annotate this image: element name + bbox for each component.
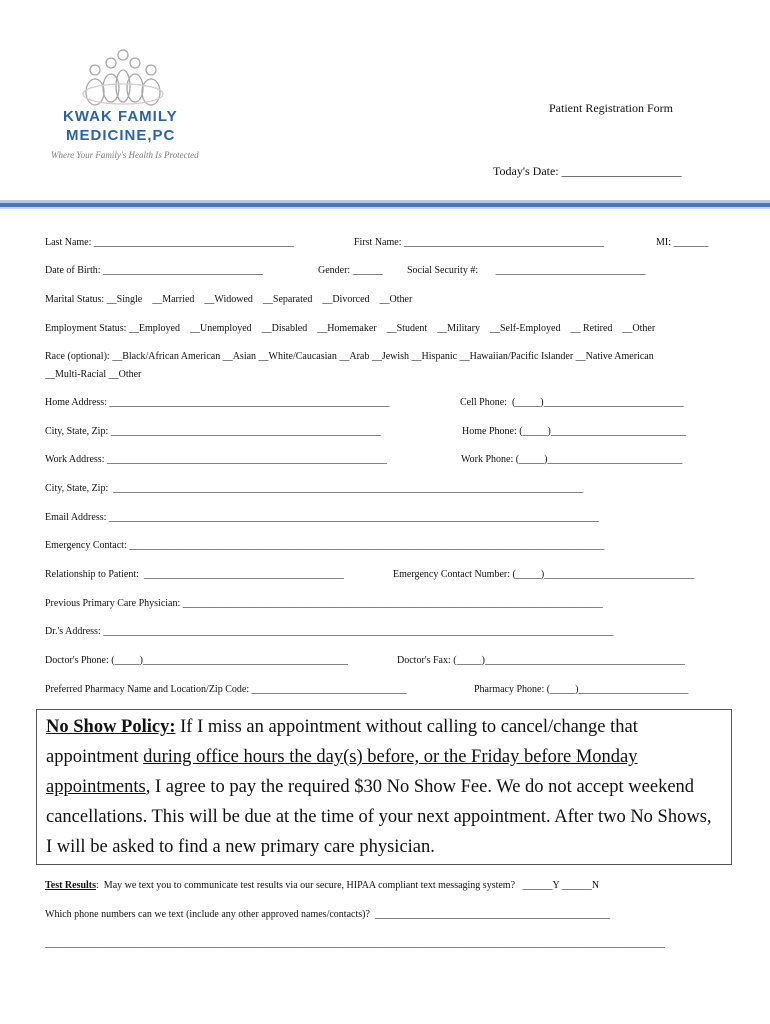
cell-phone-field[interactable]: Cell Phone: (_____)____________________________ [460,397,684,408]
policy-line-4: cancellations. This will be due at the time of your next appointment. After two No Shows, [46,807,712,827]
doctor-fax-field[interactable]: Doctor's Fax: (_____)________________________________________ [397,655,685,666]
policy-text-3a: appointments [46,777,146,797]
policy-line-3 [46,777,694,798]
first-name-field[interactable]: First Name: ________________________________________ [354,237,604,248]
gender-field[interactable]: Gender: ______ [318,265,383,276]
email-field[interactable]: Email Address: __________________________________________________________________________________________________ [45,512,599,523]
previous-physician-field[interactable]: Previous Primary Care Physician: ____________________________________________________________________________________ [45,598,603,609]
home-address-field[interactable]: Home Address: ________________________________________________________ [45,397,390,408]
header-divider-lower [0,207,770,209]
test-results-text: : May we text you to communicate test results via our secure, HIPAA compliant text messaging system? ______Y ______N [96,880,600,891]
form-title: Patient Registration Form [549,101,673,115]
policy-text-1: If I miss an appointment without calling to cancel/change that [175,717,638,737]
work-city-state-zip-field[interactable]: City, State, Zip: ______________________________________________________________________________________________ [45,483,584,494]
policy-line-2 [46,747,638,768]
logo-name-line1: KWAK FAMILY [63,108,178,125]
relationship-field[interactable]: Relationship to Patient: ________________________________________ [45,569,344,580]
test-results-label: Test Results [45,880,97,891]
city-state-zip-field[interactable]: City, State, Zip: ______________________________________________________ [45,426,381,437]
pharmacy-field[interactable]: Preferred Pharmacy Name and Location/Zip Code: _______________________________ [45,684,407,695]
no-show-policy-box [36,709,732,865]
dob-field[interactable]: Date of Birth: ________________________________ [45,265,264,276]
todays-date-field[interactable]: Today's Date: ____________________ [493,164,682,178]
emergency-number-field[interactable]: Emergency Contact Number: (_____)______________________________ [393,569,695,580]
doctor-address-field[interactable]: Dr.'s Address: ______________________________________________________________________________________________________ [45,626,614,637]
work-address-field[interactable]: Work Address: ________________________________________________________ [45,454,387,465]
policy-text-3b: , I agree to pay the required $30 No Show Fee. We do not accept weekend [145,777,695,797]
home-phone-field[interactable]: Home Phone: (_____)___________________________ [462,426,686,437]
emergency-contact-field[interactable]: Emergency Contact: _______________________________________________________________________________________________ [45,540,605,551]
policy-line-1 [46,717,638,738]
work-phone-field[interactable]: Work Phone: (_____)___________________________ [461,454,683,465]
test-results-question[interactable] [45,880,599,891]
mi-field[interactable]: MI: _______ [656,237,709,248]
race-options-line2[interactable]: __Multi-Racial __Other [45,369,142,380]
employment-status-options[interactable]: Employment Status: __Employed __Unemployed __Disabled __Homemaker __Student __Military __Self-Employed __ Retired __Other [45,323,656,334]
text-numbers-extra-line[interactable]: ____________________________________________________________________________________________________________________________ [45,938,665,949]
policy-text-2b: during office hours the day(s) before, or the Friday before Monday [143,747,638,767]
policy-text-2a: appointment [46,747,144,767]
logo-family-icon [80,48,166,106]
ssn-field[interactable]: Social Security #: ______________________________ [407,265,646,276]
marital-status-options[interactable]: Marital Status: __Single __Married __Widowed __Separated __Divorced __Other [45,294,413,305]
policy-line-5: I will be asked to find a new primary care physician. [46,837,435,857]
logo-tagline: Where Your Family's Health Is Protected [51,150,199,160]
logo-name-line2: MEDICINE,PC [66,127,176,144]
last-name-field[interactable]: Last Name: ________________________________________ [45,237,294,248]
text-numbers-field[interactable]: Which phone numbers can we text (include any other approved names/contacts)? _______________________________________________ [45,909,610,920]
policy-label: No Show Policy: [46,717,176,737]
race-options-line1[interactable]: Race (optional): __Black/African American __Asian __White/Caucasian __Arab __Jewish __Hispanic __Hawaiian/Pacific Islander __Native American [45,351,654,362]
doctor-phone-field[interactable]: Doctor's Phone: (_____)_________________________________________ [45,655,348,666]
pharmacy-phone-field[interactable]: Pharmacy Phone: (_____)______________________ [474,684,689,695]
